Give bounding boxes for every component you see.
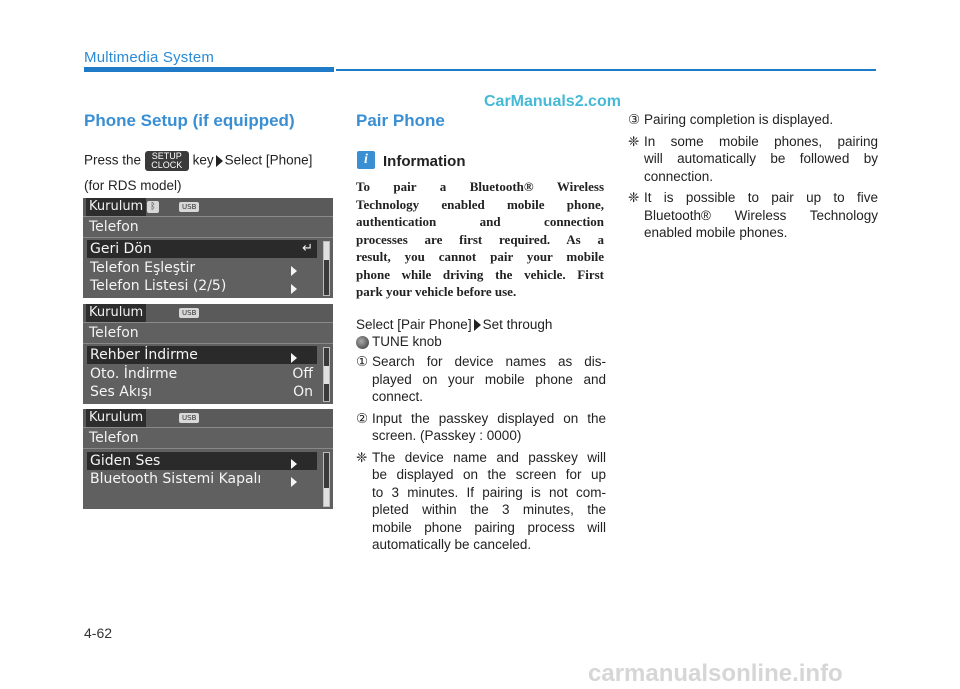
step-line: Search for device names as dis- [372,354,606,369]
arrow-right-icon [216,155,223,167]
menu-row-bluetooth-off[interactable] [87,470,317,488]
page-number: 4-62 [84,625,113,641]
section-title: Multimedia System [84,49,215,66]
screen-divider [83,237,333,238]
menu-row-back[interactable] [87,240,317,258]
usb-badge: USB [179,202,199,212]
screen-divider [83,343,333,344]
pair-phone-heading: Pair Phone [356,111,445,130]
screen-title: Kurulum [86,409,146,427]
step-line: Bluetooth® Wireless Technology [644,207,878,223]
select-pair-phone: Select [Pair Phone] [356,317,472,332]
info-line: park your vehicle before use. [356,284,517,299]
step-line: to 3 minutes. If pairing is not com- [372,484,606,500]
step-line: be displayed on the screen for up [372,467,606,482]
step-marker: ① [356,354,369,369]
row-label: Ses Akışı [90,384,153,400]
step-line: enabled mobile phones. [644,225,788,240]
step-line: pleted within the 3 minutes, the [372,502,606,517]
step-line: The device name and passkey will [372,449,606,465]
menu-row-list[interactable] [87,277,317,295]
tune-knob-line [356,333,442,351]
instr-select: Select [Phone] [224,152,313,168]
header-bar [84,67,334,72]
step-line: mobile phone pairing process will [372,519,606,535]
row-label: Rehber İndirme [90,347,198,363]
phone-setup-heading: Phone Setup (if equipped) [84,111,295,130]
scrollbar[interactable] [323,452,330,507]
watermark-top: CarManuals2.com [484,93,621,110]
step-line: automatically be canceled. [372,537,532,552]
row-value: Off [292,366,313,382]
screen-subtitle: Telefon [89,219,139,235]
row-label: Oto. İndirme [90,366,178,382]
screen-phone-menu-3 [83,409,333,509]
menu-row-auto-download[interactable] [87,365,317,383]
row-label: Telefon Eşleştir [90,260,196,276]
step-marker: ③ [628,112,641,127]
info-title: Information [383,153,466,170]
rds-note: (for RDS model) [84,178,182,193]
watermark-bottom: carmanualsonline.info [588,660,843,687]
instr-press: Press the [84,152,142,168]
menu-row-outgoing-volume[interactable] [87,452,317,470]
screen-phone-menu-2 [83,304,333,404]
info-icon: i [357,151,375,169]
info-line: phone while driving the vehicle. First [356,266,604,282]
screen-divider [83,448,333,449]
header-rule [336,69,876,71]
step-marker: ❈ [628,133,640,149]
scrollbar[interactable] [323,347,330,402]
info-line: processes are first required. As a [356,231,604,247]
usb-badge: USB [179,308,199,318]
step-line: played on your mobile phone and [372,371,606,387]
row-label: Bluetooth Sistemi Kapalı [90,471,262,487]
screen-title: Kurulum [86,304,146,322]
step-marker: ② [356,410,369,426]
step-line: It is possible to pair up to five [644,190,878,205]
step-line: In some mobile phones, pairing [644,133,878,149]
row-value: On [293,384,313,400]
info-line: To pair a Bluetooth® Wireless [356,179,604,194]
step-marker: ❈ [356,449,368,465]
chevron-right-icon [291,474,297,492]
instr-key: key [192,152,214,168]
usb-badge: USB [179,413,199,423]
tune-knob-icon [356,336,369,349]
back-icon: ↵ [302,241,313,256]
bluetooth-icon: ᛒ [147,201,159,213]
setup-clock-key-icon: SETUP CLOCK [145,151,189,171]
screen-phone-menu-1 [83,198,333,298]
row-label: Telefon Listesi (2/5) [90,278,227,294]
step-line: connect. [372,389,424,404]
screen-subtitle: Telefon [89,325,139,341]
step-line: connection. [644,168,714,184]
screen-subtitle: Telefon [89,430,139,446]
step-line: Pairing completion is displayed. [644,112,834,127]
info-line: Technology enabled mobile phone, [356,196,604,212]
info-line: result, you cannot pair your mobile [356,249,604,264]
screen-title: Kurulum [86,198,146,216]
select-instruction [356,316,606,334]
step-line: Input the passkey displayed on the [372,410,606,426]
menu-row-audio-streaming[interactable] [87,383,317,401]
menu-row-phonebook-download[interactable] [87,346,317,364]
step-line: will automatically be followed by [644,151,878,166]
row-label: Geri Dön [90,241,152,257]
chevron-right-icon [291,281,297,298]
menu-row-pair[interactable] [87,259,317,277]
step-line: screen. (Passkey : 0000) [372,428,522,443]
tune-knob-label: TUNE knob [372,334,442,349]
scrollbar[interactable] [323,241,330,296]
row-label: Giden Ses [90,453,161,469]
info-line: authentication and connection [356,214,604,229]
instruction-line [84,151,336,171]
arrow-right-icon [474,319,481,331]
step-marker: ❈ [628,190,640,205]
set-through: Set through [482,317,553,332]
